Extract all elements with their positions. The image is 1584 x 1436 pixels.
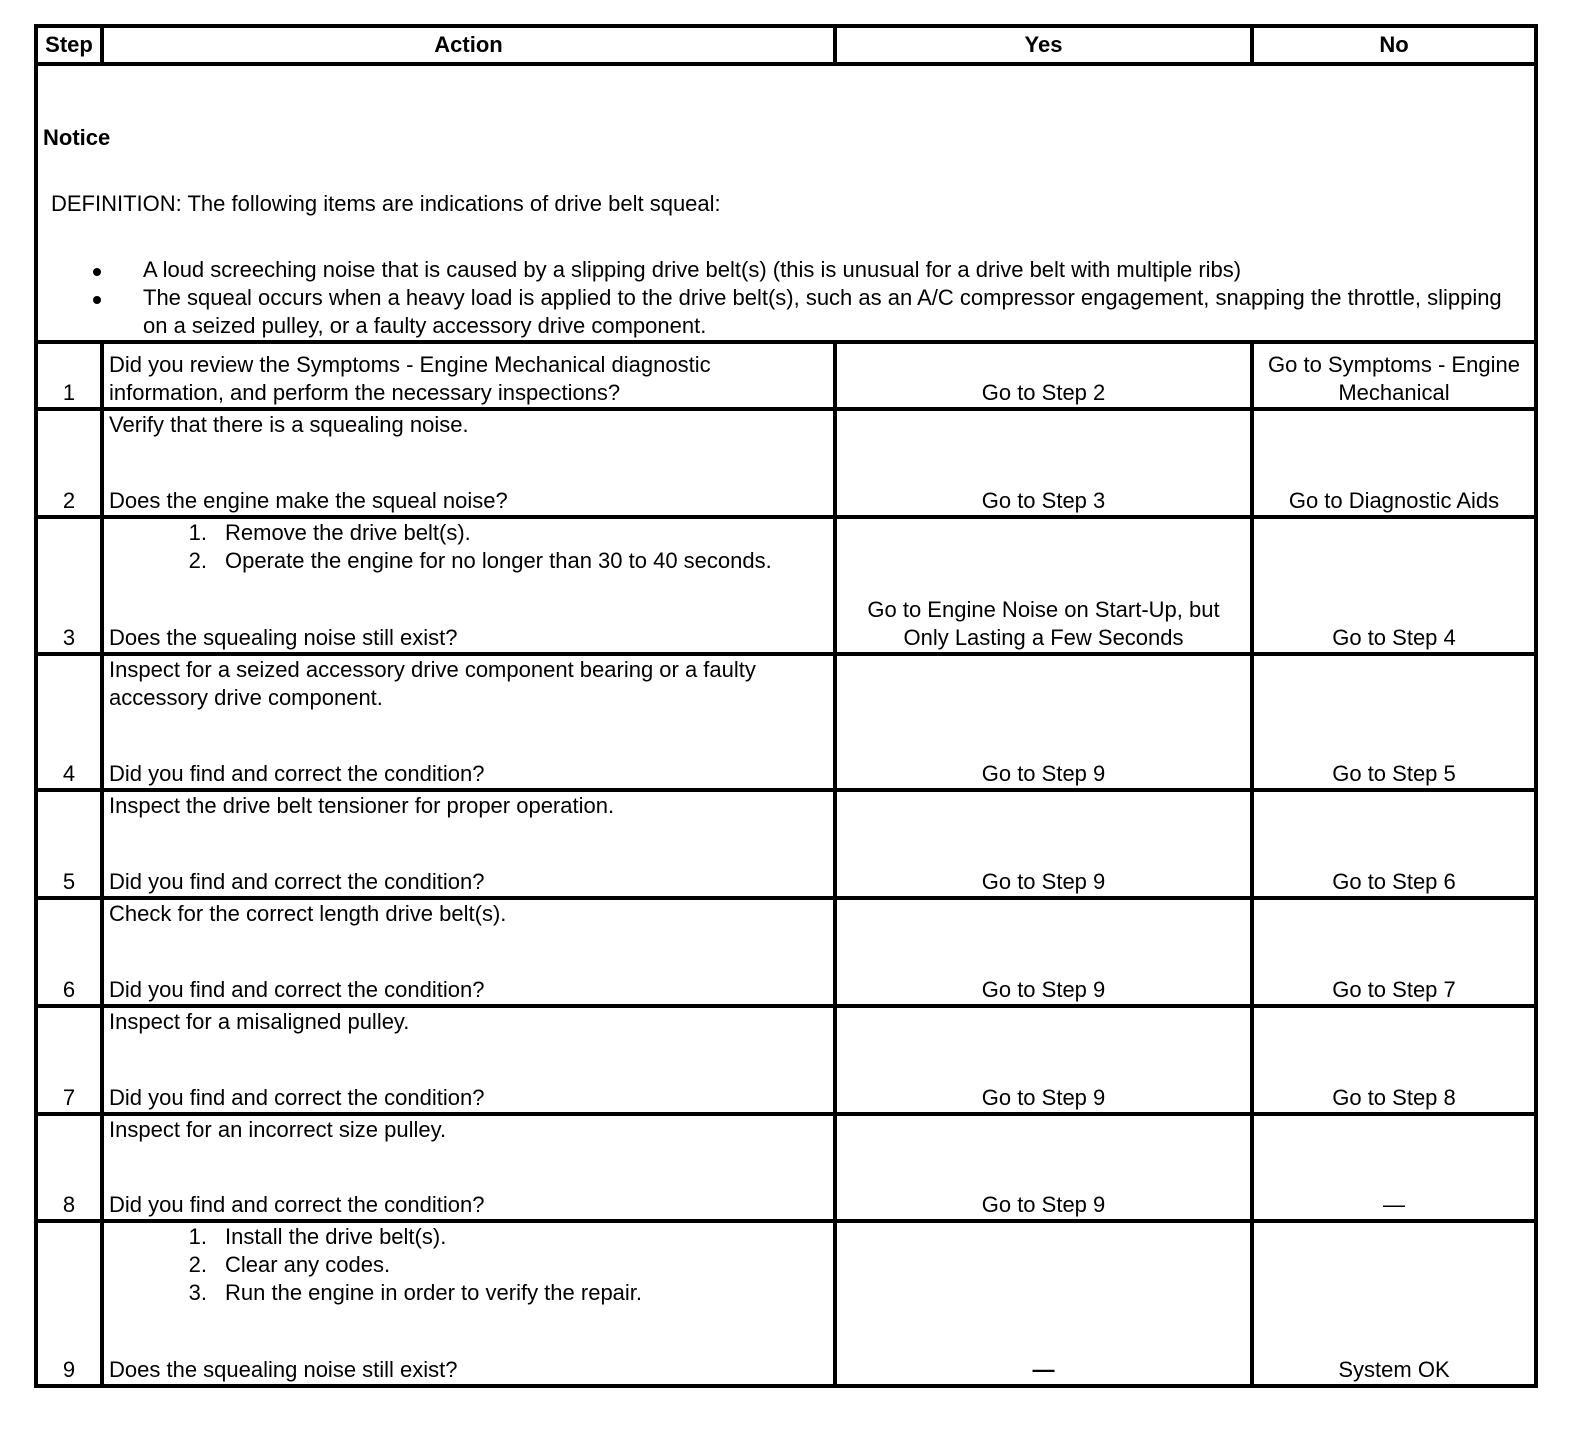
action-text: Verify that there is a squealing noise. <box>109 412 469 437</box>
notice-bullets <box>43 256 1529 340</box>
action-cell <box>102 517 835 654</box>
table-row <box>36 898 1536 1006</box>
action-text: Inspect the drive belt tensioner for proper operation. <box>109 793 615 818</box>
yes-cell: Go to Step 9 <box>835 790 1252 898</box>
table-row <box>36 1114 1536 1221</box>
no-cell: System OK <box>1252 1221 1536 1386</box>
diagnostic-table <box>34 24 1538 1388</box>
action-text: Inspect for a misaligned pulley. <box>109 1009 410 1034</box>
step-number: 8 <box>36 1114 102 1221</box>
no-cell: Go to Step 6 <box>1252 790 1536 898</box>
bullet-icon <box>93 296 101 304</box>
notice-bullet: The squeal occurs when a heavy load is applied to the drive belt(s), such as an A/C compressor engagement, snapping the throttle, slipping on a seized pulley, or a faulty accessory drive component. <box>143 284 1529 340</box>
no-cell: Go to Step 7 <box>1252 898 1536 1006</box>
yes-cell: Go to Step 9 <box>835 898 1252 1006</box>
yes-cell: Go to Engine Noise on Start-Up, but Only Lasting a Few Seconds <box>835 517 1252 654</box>
step-number: 4 <box>36 654 102 790</box>
table-row <box>36 517 1536 654</box>
action-question: Did you find and correct the condition? <box>109 977 485 1002</box>
step-number: 9 <box>36 1221 102 1386</box>
action-question: Does the squealing noise still exist? <box>109 625 458 650</box>
no-cell: Go to Diagnostic Aids <box>1252 409 1536 517</box>
yes-cell: Go to Step 3 <box>835 409 1252 517</box>
header-yes: Yes <box>835 26 1252 64</box>
action-cell <box>102 898 835 1006</box>
notice-definition: DEFINITION: The following items are indications of drive belt squeal: <box>51 191 721 216</box>
action-steps <box>109 1223 828 1307</box>
step-number: 1 <box>36 342 102 409</box>
yes-cell: — <box>835 1221 1252 1386</box>
no-cell: Go to Step 4 <box>1252 517 1536 654</box>
action-question: Does the engine make the squeal noise? <box>109 488 508 513</box>
yes-cell: Go to Step 2 <box>835 342 1252 409</box>
step-number: 6 <box>36 898 102 1006</box>
table-row <box>36 409 1536 517</box>
yes-cell: Go to Step 9 <box>835 1006 1252 1114</box>
action-text: Inspect for a seized accessory drive component bearing or a faulty accessory drive component. <box>109 657 756 710</box>
action-step: 1. Remove the drive belt(s). <box>188 520 471 545</box>
yes-cell: Go to Step 9 <box>835 654 1252 790</box>
action-step: 2. Clear any codes. <box>188 1252 391 1277</box>
notice-title: Notice <box>43 125 111 150</box>
action-question: Did you find and correct the condition? <box>109 869 485 894</box>
bullet-icon <box>93 268 101 276</box>
action-text: Check for the correct length drive belt(s). <box>109 901 507 926</box>
table-row <box>36 654 1536 790</box>
action-cell <box>102 1006 835 1114</box>
action-question: Did you find and correct the condition? <box>109 1085 485 1110</box>
step-number: 2 <box>36 409 102 517</box>
table-row <box>36 1221 1536 1386</box>
action-steps <box>109 519 828 575</box>
notice-cell <box>36 64 1536 342</box>
step-number: 7 <box>36 1006 102 1114</box>
no-cell: Go to Step 5 <box>1252 654 1536 790</box>
action-cell <box>102 1221 835 1386</box>
no-cell: Go to Step 8 <box>1252 1006 1536 1114</box>
no-cell: Go to Symptoms - Engine Mechanical <box>1252 342 1536 409</box>
action-step: 3. Run the engine in order to verify the repair. <box>188 1280 643 1305</box>
action-cell <box>102 790 835 898</box>
no-cell: — <box>1252 1114 1536 1221</box>
table-row <box>36 790 1536 898</box>
notice-row <box>36 64 1536 342</box>
action-text: Inspect for an incorrect size pulley. <box>109 1117 447 1142</box>
action-question: Does the squealing noise still exist? <box>109 1357 458 1382</box>
action-question: Did you find and correct the condition? <box>109 1192 485 1217</box>
action-step: 2. Operate the engine for no longer than 30 to 40 seconds. <box>188 548 772 573</box>
step-number: 3 <box>36 517 102 654</box>
action-question: Did you find and correct the condition? <box>109 761 485 786</box>
table-row <box>36 1006 1536 1114</box>
notice-bullet: A loud screeching noise that is caused by a slipping drive belt(s) (this is unusual for a drive belt with multiple ribs) <box>143 256 1529 284</box>
header-no: No <box>1252 26 1536 64</box>
action-cell <box>102 409 835 517</box>
header-row <box>36 26 1536 64</box>
header-step: Step <box>36 26 102 64</box>
action-cell <box>102 342 835 409</box>
table-row <box>36 342 1536 409</box>
action-text: Did you review the Symptoms - Engine Mechanical diagnostic information, and perform the necessary inspections? <box>109 352 711 405</box>
header-action: Action <box>102 26 835 64</box>
yes-cell: Go to Step 9 <box>835 1114 1252 1221</box>
action-step: 1. Install the drive belt(s). <box>188 1224 447 1249</box>
step-number: 5 <box>36 790 102 898</box>
action-cell <box>102 1114 835 1221</box>
action-cell <box>102 654 835 790</box>
